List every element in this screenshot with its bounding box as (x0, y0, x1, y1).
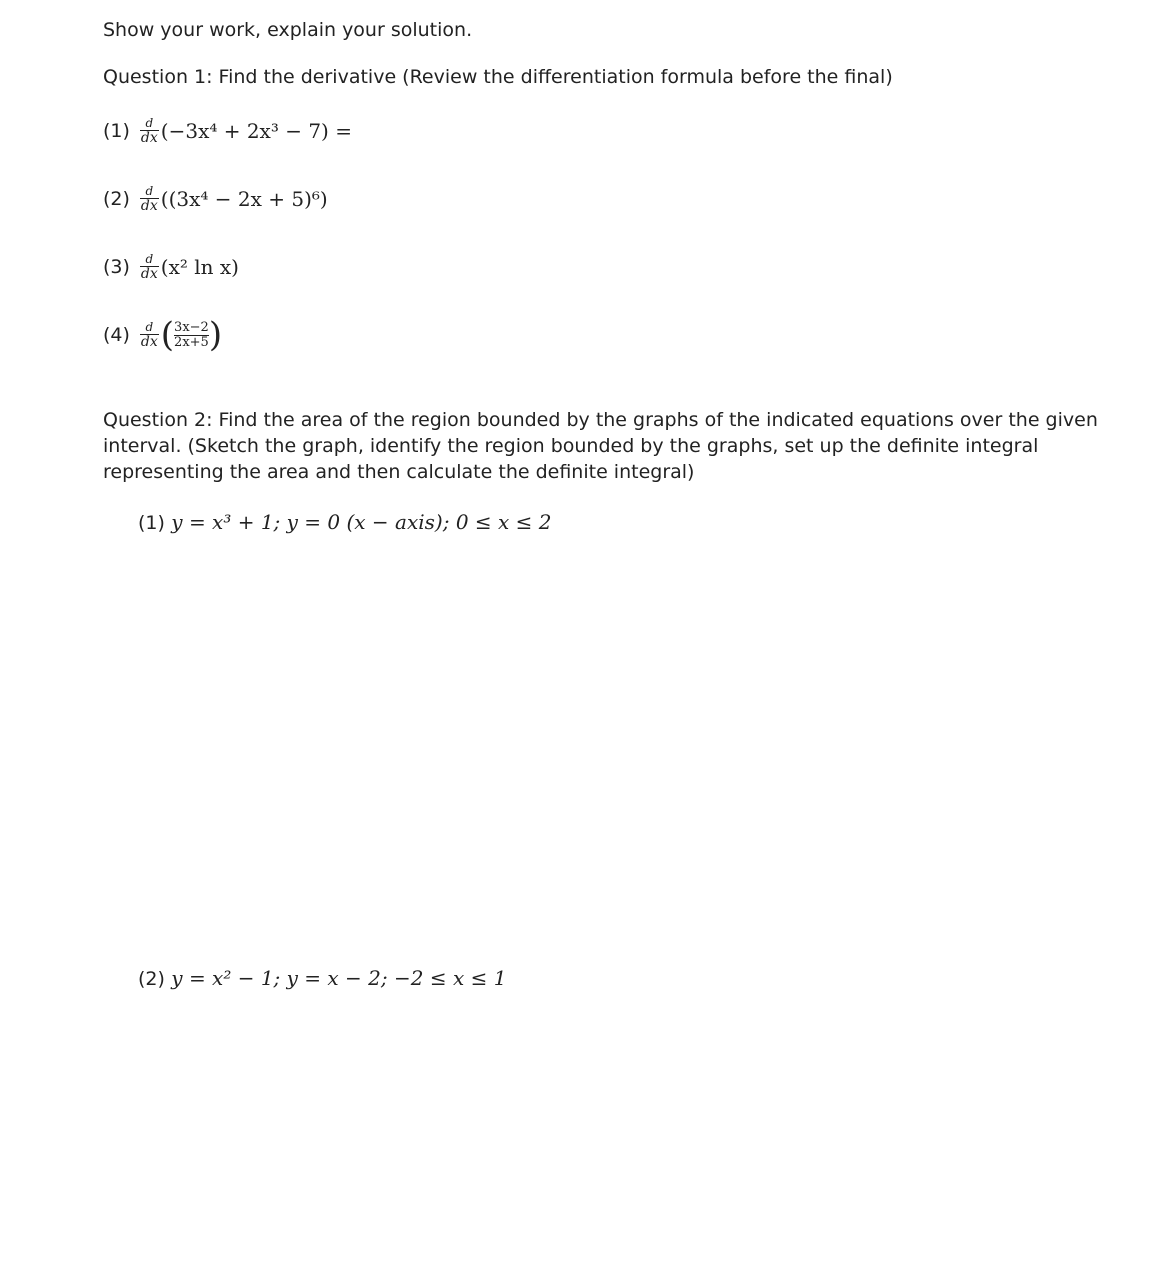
deriv-denominator: dx (140, 198, 158, 214)
deriv-denominator: dx (140, 266, 158, 282)
q2-item-1-expression: y = x³ + 1; y = 0 (x − axis); 0 ≤ x ≤ 2 (171, 510, 552, 534)
d-dx-fraction (140, 253, 159, 281)
fraction-denominator: 2x+5 (174, 334, 209, 350)
deriv-denominator: dx (140, 334, 158, 350)
d-dx-fraction (140, 321, 159, 349)
q1-item-4-label: (4) (103, 324, 130, 346)
q2-item-2-expression: y = x² − 1; y = x − 2; −2 ≤ x ≤ 1 (171, 966, 507, 990)
right-paren: ) (208, 315, 223, 355)
d-dx-fraction (140, 117, 159, 145)
q2-item-2-label: (2) (138, 968, 165, 990)
q1-item-3-expression: (x² ln x) (160, 255, 239, 279)
instructions: Show your work, explain your solution. (103, 19, 473, 41)
q1-item-3 (103, 247, 239, 287)
left-paren: ( (160, 315, 175, 355)
q1-item-4 (103, 315, 222, 355)
q2-item-2 (138, 966, 506, 990)
fraction-numerator: 3x−2 (174, 319, 209, 335)
deriv-numerator: d (145, 116, 154, 130)
rational-function-fraction (174, 321, 209, 350)
q1-item-2-expression: ((3x⁴ − 2x + 5)⁶) (160, 187, 328, 211)
q1-item-3-label: (3) (103, 256, 130, 278)
deriv-numerator: d (145, 320, 154, 334)
q1-item-1 (103, 111, 352, 151)
q2-item-1-label: (1) (138, 512, 165, 534)
q1-item-1-expression: (−3x⁴ + 2x³ − 7) = (160, 119, 352, 143)
deriv-numerator: d (145, 184, 154, 198)
q1-item-2-label: (2) (103, 188, 130, 210)
d-dx-fraction (140, 185, 159, 213)
question1-heading: Question 1: Find the derivative (Review the differentiation formula before the final) (103, 66, 893, 88)
q2-item-1 (138, 510, 552, 534)
q1-item-1-label: (1) (103, 120, 130, 142)
question2-heading: Question 2: Find the area of the region bounded by the graphs of the indicated equations over the given interval. (Sketch the graph, identify the region bounded by the graphs, set up the definite integral representing the area and then calculate the definite integral) (103, 409, 1098, 483)
deriv-denominator: dx (140, 130, 158, 146)
deriv-numerator: d (145, 252, 154, 266)
q1-item-2 (103, 179, 328, 219)
